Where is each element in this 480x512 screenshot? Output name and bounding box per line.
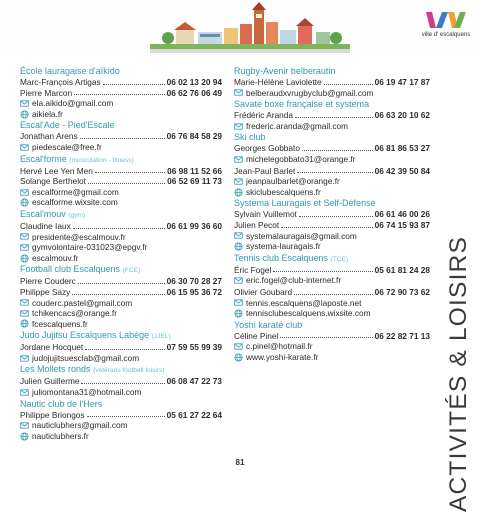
- contact-phone[interactable]: 06 08 47 22 73: [166, 376, 222, 387]
- website-line: [234, 187, 430, 198]
- email-link[interactable]: c.pinel@hotmail.fr: [246, 341, 313, 352]
- club-name: Savate boxe française et systema: [234, 99, 370, 110]
- dot-leader: [103, 77, 165, 85]
- contact-name: Claudine Iaux: [20, 220, 71, 231]
- contact-row: [234, 166, 430, 177]
- club-name: Ski club: [234, 132, 266, 143]
- club-subtitle: (TCE): [330, 255, 349, 263]
- contact-row: [20, 131, 222, 142]
- globe-icon: [234, 242, 243, 251]
- contact-row: [234, 110, 430, 121]
- club-block: [234, 198, 430, 251]
- club-block: [234, 66, 430, 98]
- club-block: [20, 399, 222, 442]
- email-line: [20, 420, 222, 431]
- website-link[interactable]: www.yoshi-karate.fr: [246, 351, 319, 362]
- email-line: [20, 98, 222, 109]
- club-name: Escal'Ade - Pied'Escale: [20, 120, 115, 131]
- envelope-icon: [234, 155, 243, 164]
- dot-leader: [81, 376, 164, 384]
- dot-leader: [78, 276, 165, 284]
- escalquens-logo: [420, 8, 472, 48]
- club-title: [234, 132, 430, 143]
- club-name: Les Mollets ronds: [20, 364, 91, 375]
- contact-name: Jean-Paul Barlet: [234, 165, 296, 176]
- club-block: [20, 66, 222, 119]
- email-link[interactable]: frederic.aranda@gmail.com: [246, 120, 349, 131]
- contact-row: [20, 221, 222, 232]
- contact-name: Jordane Hocquet: [20, 342, 84, 353]
- website-link[interactable]: aikiela.fr: [32, 108, 63, 119]
- email-line: [20, 142, 222, 153]
- contact-row: [20, 176, 222, 187]
- contact-phone[interactable]: 06 52 69 11 73: [167, 176, 222, 187]
- dot-leader: [73, 221, 165, 229]
- website-line: [20, 431, 222, 442]
- contact-name: Marie-Hélène Laviolette: [234, 77, 322, 87]
- club-subtitle: (musculation - fitness): [69, 156, 134, 164]
- email-line: [234, 88, 430, 99]
- contact-name: Solange Berthelot: [20, 176, 86, 187]
- contact-phone[interactable]: 06 61 99 36 60: [166, 220, 222, 231]
- envelope-icon: [20, 99, 29, 108]
- club-block: [20, 364, 222, 397]
- dot-leader: [72, 287, 164, 295]
- website-link[interactable]: escalforme.wixsite.com: [32, 197, 118, 208]
- contact-phone[interactable]: 06 15 95 36 72: [166, 286, 222, 297]
- contact-phone[interactable]: 06 30 70 28 27: [166, 276, 222, 287]
- email-link[interactable]: belberaudxvrugbyclub@gmail.com: [246, 87, 374, 98]
- contact-phone[interactable]: 05 61 27 22 64: [166, 409, 222, 420]
- envelope-icon: [234, 231, 243, 240]
- contact-name: Sylvain Vuillemot: [234, 209, 297, 220]
- contact-row: [234, 220, 430, 231]
- email-link[interactable]: michelegobbato31@orange.fr: [246, 153, 356, 164]
- contact-row: [20, 166, 222, 177]
- email-link[interactable]: tchikencacs@orange.fr: [32, 308, 117, 319]
- club-title: [20, 66, 222, 77]
- dot-leader: [88, 176, 165, 184]
- right-column: [234, 66, 430, 363]
- email-line: [20, 187, 222, 198]
- contact-name: Pierre Couderc: [20, 276, 76, 287]
- club-title: [234, 66, 430, 77]
- email-line: [20, 308, 222, 319]
- globe-icon: [20, 319, 29, 328]
- dot-leader: [95, 166, 165, 174]
- contact-name: Philippe Sazy: [20, 286, 71, 297]
- envelope-icon: [20, 298, 29, 307]
- envelope-icon: [20, 188, 29, 197]
- contact-row: [234, 143, 430, 154]
- club-title: [20, 330, 222, 342]
- email-line: [234, 154, 430, 165]
- contact-row: [20, 287, 222, 298]
- contact-name: Julien Guillerme: [20, 376, 80, 387]
- envelope-icon: [234, 298, 243, 307]
- contact-row: [234, 331, 430, 342]
- contact-name: Julien Pecot: [234, 219, 280, 230]
- club-name: Escal'mouv: [20, 208, 66, 219]
- contact-name: Jonathan Arens: [20, 131, 78, 142]
- contact-row: [234, 209, 430, 220]
- contact-name: Marc-François Artigas: [20, 77, 101, 87]
- club-title: [20, 154, 222, 166]
- website-link[interactable]: skiclubescalquens.fr: [246, 186, 321, 197]
- email-line: [234, 341, 430, 352]
- website-link[interactable]: fcescalquens.fr: [32, 318, 88, 329]
- club-block: [20, 154, 222, 208]
- dot-leader: [302, 143, 373, 151]
- club-block: [234, 253, 430, 286]
- website-link[interactable]: nauticlubhers.fr: [32, 430, 89, 441]
- club-title: [234, 320, 430, 331]
- contact-phone[interactable]: 07 59 55 99 39: [166, 342, 222, 353]
- club-title: [20, 120, 222, 131]
- contact-row: [234, 77, 430, 88]
- envelope-icon: [20, 354, 29, 363]
- email-link[interactable]: tennis.escalquens@laposte.net: [246, 297, 362, 308]
- email-line: [20, 387, 222, 398]
- website-line: [20, 319, 222, 330]
- club-title: [20, 264, 222, 276]
- side-title: [444, 60, 474, 512]
- contact-name: Pierre Marcon: [20, 87, 73, 98]
- club-title: [234, 253, 430, 265]
- website-line: [20, 197, 222, 208]
- email-line: [20, 232, 222, 243]
- club-block: [234, 320, 430, 363]
- club-name: Systema Lauragais et Self-Défense: [234, 198, 376, 209]
- contact-row: [234, 287, 430, 298]
- section-title: ACTIVITÉS & LOISIRS: [445, 235, 472, 512]
- club-block: [234, 99, 430, 131]
- dot-leader: [297, 166, 372, 174]
- contact-phone[interactable]: 06 74 15 93 87: [374, 219, 430, 230]
- contact-phone[interactable]: 06 72 90 73 62: [374, 286, 430, 297]
- dot-leader: [80, 131, 165, 139]
- club-block: [234, 132, 430, 164]
- club-block: [234, 287, 430, 319]
- contact-name: Hervé Lee Yen Men: [20, 165, 93, 176]
- contact-phone[interactable]: 06 61 46 00 26: [374, 209, 430, 220]
- envelope-icon: [20, 243, 29, 252]
- club-subtitle: (vétérans football loisirs): [93, 367, 165, 375]
- contact-row: [234, 265, 430, 276]
- email-link[interactable]: juliomontana31@hotmail.com: [32, 387, 142, 398]
- contact-row: [20, 410, 222, 421]
- envelope-icon: [20, 143, 29, 152]
- website-line: [234, 352, 430, 363]
- email-line: [234, 298, 430, 309]
- email-line: [234, 275, 430, 286]
- dot-leader: [273, 265, 372, 273]
- email-link[interactable]: eric.fogel@club-internet.fr: [246, 275, 342, 286]
- club-name: Football club Escalquens: [20, 264, 121, 275]
- contact-row: [20, 88, 222, 99]
- email-link[interactable]: systemalauragais@gmail.com: [246, 230, 357, 241]
- globe-icon: [20, 432, 29, 441]
- website-line: [20, 109, 222, 120]
- envelope-icon: [20, 309, 29, 318]
- club-name: Rugby-Avenir belberautin: [234, 66, 336, 76]
- contact-phone[interactable]: 06 62 76 06 49: [166, 87, 222, 98]
- contact-phone[interactable]: 06 19 47 17 87: [374, 77, 430, 87]
- dot-leader: [281, 220, 372, 228]
- contact-name: Frédéric Aranda: [234, 110, 294, 121]
- club-name: Escal'forme: [20, 153, 67, 164]
- dot-leader: [74, 88, 165, 96]
- club-subtitle: (gym): [68, 211, 86, 219]
- email-link[interactable]: nauticlubhers@gmail.com: [32, 420, 128, 431]
- globe-icon: [20, 198, 29, 207]
- club-name: Yoshi karaté club: [234, 319, 303, 330]
- club-name: Nautic club de l'Hers: [20, 398, 103, 409]
- dot-leader: [324, 77, 373, 85]
- email-link[interactable]: escalforme@gmail.com: [32, 186, 119, 197]
- contact-phone[interactable]: 05 61 81 24 28: [374, 264, 430, 275]
- club-block: [20, 209, 222, 263]
- contact-row: [20, 342, 222, 353]
- contact-phone[interactable]: 06 98 11 52 66: [167, 165, 222, 176]
- envelope-icon: [234, 88, 243, 97]
- page-header: [0, 0, 480, 56]
- contact-name: Philippe Briongos: [20, 409, 85, 420]
- club-name: École lauragaise d'aïkido: [20, 66, 120, 76]
- email-line: [234, 176, 430, 187]
- left-column: [20, 66, 222, 442]
- envelope-icon: [234, 276, 243, 285]
- contact-phone[interactable]: 06 81 86 53 27: [374, 143, 430, 154]
- club-title: [20, 399, 222, 410]
- website-link[interactable]: systema-lauragais.fr: [246, 241, 321, 252]
- contact-phone[interactable]: 06 02 13 20 94: [166, 77, 222, 87]
- globe-icon: [234, 353, 243, 362]
- contact-phone[interactable]: 06 22 82 71 13: [374, 330, 430, 341]
- email-link[interactable]: jeanpaulbarlet@orange.fr: [246, 176, 340, 187]
- website-link[interactable]: tennisclubescalquens.wixsite.com: [246, 308, 371, 319]
- email-line: [234, 121, 430, 132]
- town-skyline-illustration: [150, 0, 350, 56]
- dot-leader: [87, 410, 165, 418]
- contact-name: Éric Fogel: [234, 264, 272, 275]
- contact-name: Céline Pinel: [234, 330, 279, 341]
- email-line: [20, 353, 222, 364]
- envelope-icon: [234, 342, 243, 351]
- email-link[interactable]: couderc.pastel@gmail.com: [32, 297, 133, 308]
- club-name: Judo Jujitsu Escalquens Labège: [20, 330, 150, 341]
- email-line: [20, 298, 222, 309]
- contact-phone[interactable]: 06 76 84 58 29: [166, 131, 222, 142]
- dot-leader: [294, 287, 373, 295]
- contact-phone[interactable]: 06 42 39 50 84: [374, 165, 430, 176]
- email-link[interactable]: gymvolontaire-031023@epgv.fr: [32, 242, 148, 253]
- website-line: [20, 253, 222, 264]
- globe-icon: [20, 110, 29, 119]
- dot-leader: [85, 342, 164, 350]
- contact-row: [20, 276, 222, 287]
- envelope-icon: [20, 232, 29, 241]
- contact-row: [20, 77, 222, 88]
- club-block: [20, 120, 222, 152]
- club-title: [20, 364, 222, 376]
- email-link[interactable]: piedescale@free.fr: [32, 141, 102, 152]
- website-link[interactable]: escalmouv.fr: [32, 252, 79, 263]
- envelope-icon: [234, 122, 243, 131]
- website-line: [234, 241, 430, 252]
- contact-name: Georges Gobbato: [234, 143, 300, 154]
- club-title: [234, 198, 430, 209]
- contact-name: Olivier Goubard: [234, 286, 293, 297]
- club-subtitle: (JJEL): [151, 333, 171, 341]
- globe-icon: [234, 309, 243, 318]
- email-link[interactable]: ela.aikido@gmail.com: [32, 98, 114, 109]
- club-block: [234, 166, 430, 198]
- club-title: [20, 209, 222, 221]
- contact-row: [20, 376, 222, 387]
- dot-leader: [280, 331, 372, 339]
- club-block: [20, 330, 222, 363]
- dot-leader: [295, 110, 373, 118]
- club-name: Tennis club Escalquens: [234, 252, 329, 263]
- logo-text: ville d' escalquens: [421, 32, 471, 38]
- website-line: [234, 308, 430, 319]
- email-line: [234, 231, 430, 242]
- email-link[interactable]: presidente@escalmouv.fr: [32, 231, 126, 242]
- globe-icon: [234, 188, 243, 197]
- contact-phone[interactable]: 06 63 20 10 62: [374, 110, 430, 121]
- dot-leader: [299, 209, 373, 217]
- email-line: [20, 242, 222, 253]
- email-link[interactable]: judojujitsuesclab@gmail.com: [32, 352, 140, 363]
- envelope-icon: [20, 388, 29, 397]
- club-title: [234, 99, 430, 110]
- page-number: 81: [235, 458, 245, 467]
- club-subtitle: (FCE): [122, 267, 141, 275]
- globe-icon: [20, 254, 29, 263]
- club-block: [20, 264, 222, 329]
- envelope-icon: [20, 421, 29, 430]
- envelope-icon: [234, 177, 243, 186]
